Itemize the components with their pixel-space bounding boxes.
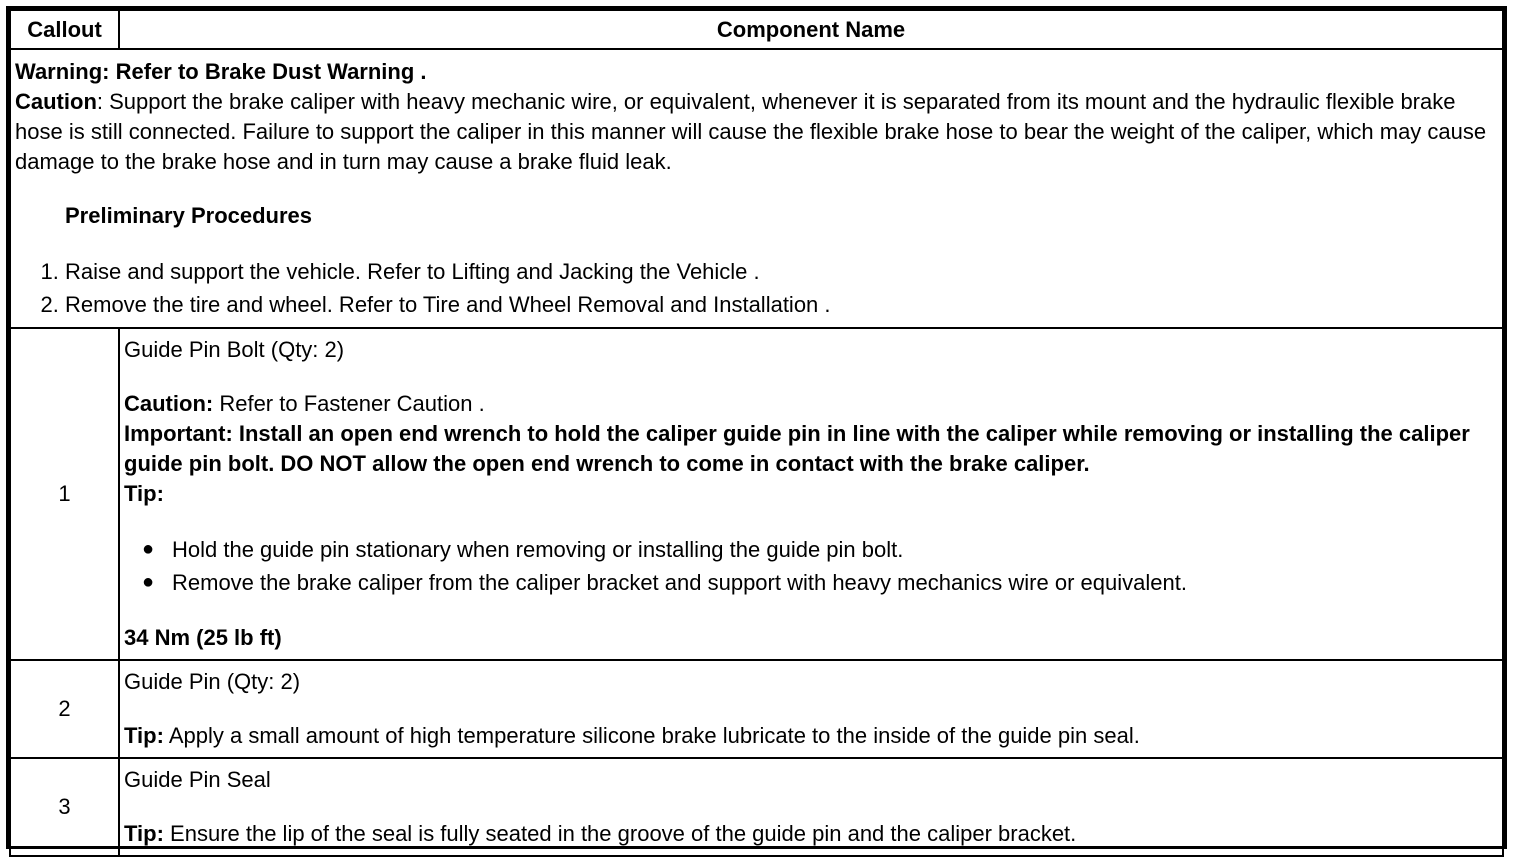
caution-paragraph (15, 87, 1496, 177)
caution-line (124, 389, 1496, 419)
procedure-table-frame (6, 6, 1507, 849)
warning-label: Warning: (15, 59, 110, 84)
component-cell (119, 660, 1503, 758)
procedure-table (9, 9, 1504, 857)
caution-label: Caution (15, 89, 97, 114)
caution-label: Caution: (124, 391, 214, 416)
tip-bullets (124, 533, 1496, 599)
torque-spec: 34 Nm (25 lb ft) (124, 625, 282, 650)
intro-row (10, 49, 1503, 328)
bullet-item: ● Remove the brake caliper from the caliper bracket and support with heavy mechanics wire or equivalent. (172, 566, 1496, 599)
tip-text: Apply a small amount of high temperature silicone brake lubricate to the inside of the guide pin seal. (168, 723, 1140, 748)
step-item: 2. Remove the tire and wheel. Refer to Tire and Wheel Removal and Installation . (65, 288, 1496, 321)
step-item: 1. Raise and support the vehicle. Refer to Lifting and Jacking the Vehicle . (65, 255, 1496, 288)
caution-text: Refer to Fastener Caution . (219, 391, 485, 416)
tip-line (124, 819, 1496, 849)
important-note: Important: Install an open end wrench to hold the caliper guide pin in line with the caliper while removing or installing the caliper guide pin bolt. DO NOT allow the open end wrench to come in contact with the brake caliper. (124, 421, 1470, 476)
component-cell (119, 758, 1503, 856)
header-row (10, 10, 1503, 49)
component-name: Guide Pin Bolt (Qty: 2) (124, 337, 345, 362)
component-cell (119, 328, 1503, 660)
tip-line (124, 721, 1496, 751)
preliminary-steps (15, 255, 1496, 321)
table-row (10, 758, 1503, 856)
tip-label: Tip: (124, 481, 164, 506)
preliminary-procedures-title: Preliminary Procedures (65, 203, 313, 228)
table-row (10, 328, 1503, 660)
intro-cell (10, 49, 1503, 328)
tip-label: Tip: (124, 723, 164, 748)
callout-cell: 3 (10, 758, 119, 856)
callout-cell: 2 (10, 660, 119, 758)
table-row (10, 660, 1503, 758)
bullet-item: ● Hold the guide pin stationary when removing or installing the guide pin bolt. (172, 533, 1496, 566)
warning-text: Refer to Brake Dust Warning . (115, 59, 427, 84)
component-name-header: Component Name (119, 10, 1503, 49)
callout-cell: 1 (10, 328, 119, 660)
callout-header: Callout (10, 10, 119, 49)
warning-line (15, 57, 1496, 87)
component-name: Guide Pin (Qty: 2) (124, 669, 301, 694)
tip-label: Tip: (124, 821, 164, 846)
caution-text: : Support the brake caliper with heavy mechanic wire, or equivalent, whenever it is separated from its mount and the hydraulic flexible brake hose is still connected. Failure to support the caliper in this manner will cause the flexible brake hose to bear the weight of the caliper, which may cause damage to the brake hose and in turn may cause a brake fluid leak. (15, 89, 1487, 174)
tip-text: Ensure the lip of the seal is fully seated in the groove of the guide pin and the caliper bracket. (170, 821, 1077, 846)
component-name: Guide Pin Seal (124, 767, 271, 792)
